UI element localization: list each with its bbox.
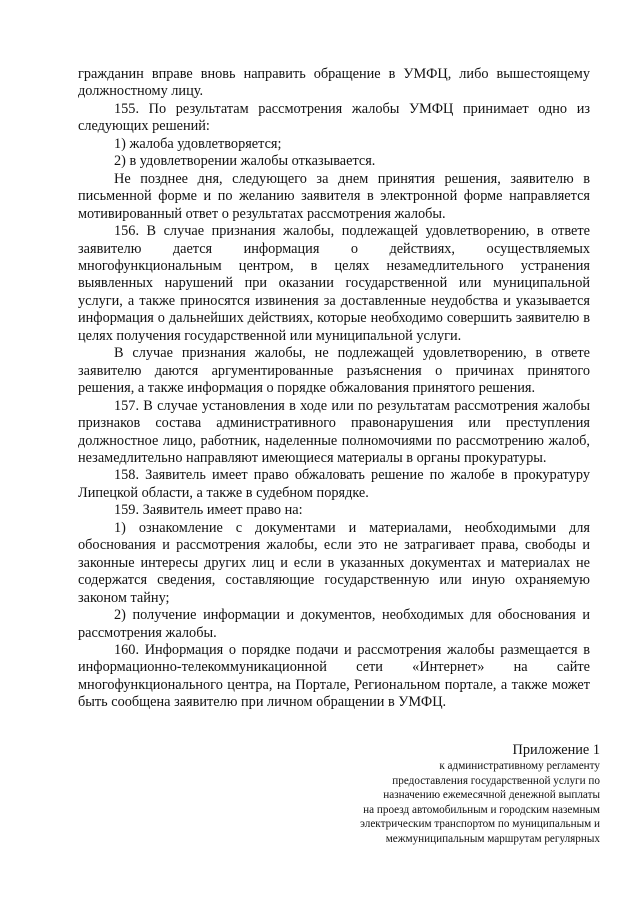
list-item-155-1: 1) жалоба удовлетворяется; <box>114 135 282 152</box>
paragraph-156-rejection: В случае признания жалобы, не подлежащей удовлетворению, в ответе заявителю даются аргументированные разъяснения о причинах принятого решения, а также информация о порядке обжалования принятого решения. <box>78 345 590 397</box>
appendix-line: к административному регламенту <box>439 760 600 772</box>
appendix-line: электрическим транспортом по муниципальным и <box>360 818 600 831</box>
paragraph-158: 158. Заявитель имеет право обжаловать решение по жалобе в прокуратуру Липецкой области, а также в судебном порядке. <box>78 467 590 501</box>
appendix-line: на проезд автомобильным и городским наземным <box>363 803 600 816</box>
paragraph-160: 160. Информация о порядке подачи и рассмотрения жалобы размещается в информационно-телекоммуникационной сети «Интернет» на сайте многофункционального центра, на Портале, Региональном портале, а также может быть сообщена заявителю при личном обращении в УМФЦ. <box>78 641 590 711</box>
appendix-header <box>360 741 600 847</box>
list-item-155-2: 2) в удовлетворении жалобы отказывается. <box>114 153 376 170</box>
paragraph-continuation: гражданин вправе вновь направить обращение в УМФЦ, либо вышестоящему должностному лицу. <box>78 66 590 100</box>
document-body <box>78 66 590 712</box>
paragraph-155: 155. По результатам рассмотрения жалобы УМФЦ принимает одно из следующих решений: <box>78 100 590 135</box>
paragraph-156: 156. В случае признания жалобы, подлежащей удовлетворению, в ответе заявителю дается информация о действиях, осуществляемых многофункциональным центром, в целях незамедлительного устранения выявленных нарушений при оказании государственной или муниципальной услуги, а также приносятся извинения за доставленные неудобства и указывается информация о дальнейших действиях, которые необходимо совершить заявителю в целях получения государственной или муниципальной услуги. <box>78 223 590 344</box>
appendix-line: предоставления государственной услуги по <box>392 774 600 787</box>
list-item-159-1: 1) ознакомление с документами и материалами, необходимыми для обоснования и рассмотрения жалобы, если это не затрагивает права, свободы и законные интересы других лиц и если в указанных документах и материалах не содержатся сведения, составляющие государственную или иную охраняемую законом тайну; <box>78 519 590 606</box>
appendix-line: межмуниципальным маршрутам регулярных <box>385 832 600 845</box>
appendix-line: назначению ежемесячной денежной выплаты <box>383 789 600 802</box>
appendix-title: Приложение 1 <box>512 742 600 758</box>
paragraph-159: 159. Заявитель имеет право на: <box>114 502 303 519</box>
list-item-159-2: 2) получение информации и документов, необходимых для обоснования и рассмотрения жалобы. <box>78 607 590 641</box>
paragraph-157: 157. В случае установления в ходе или по результатам рассмотрения жалобы признаков состава административного правонарушения или преступления должностное лицо, работник, наделенные полномочиями по рассмотрению жалоб, незамедлительно направляют имеющиеся материалы в органы прокуратуры. <box>78 397 590 466</box>
paragraph-response-deadline: Не позднее дня, следующего за днем принятия решения, заявителю в письменной форме и по желанию заявителя в электронной форме направляется мотивированный ответ о результатах рассмотрения жалобы. <box>78 170 590 222</box>
